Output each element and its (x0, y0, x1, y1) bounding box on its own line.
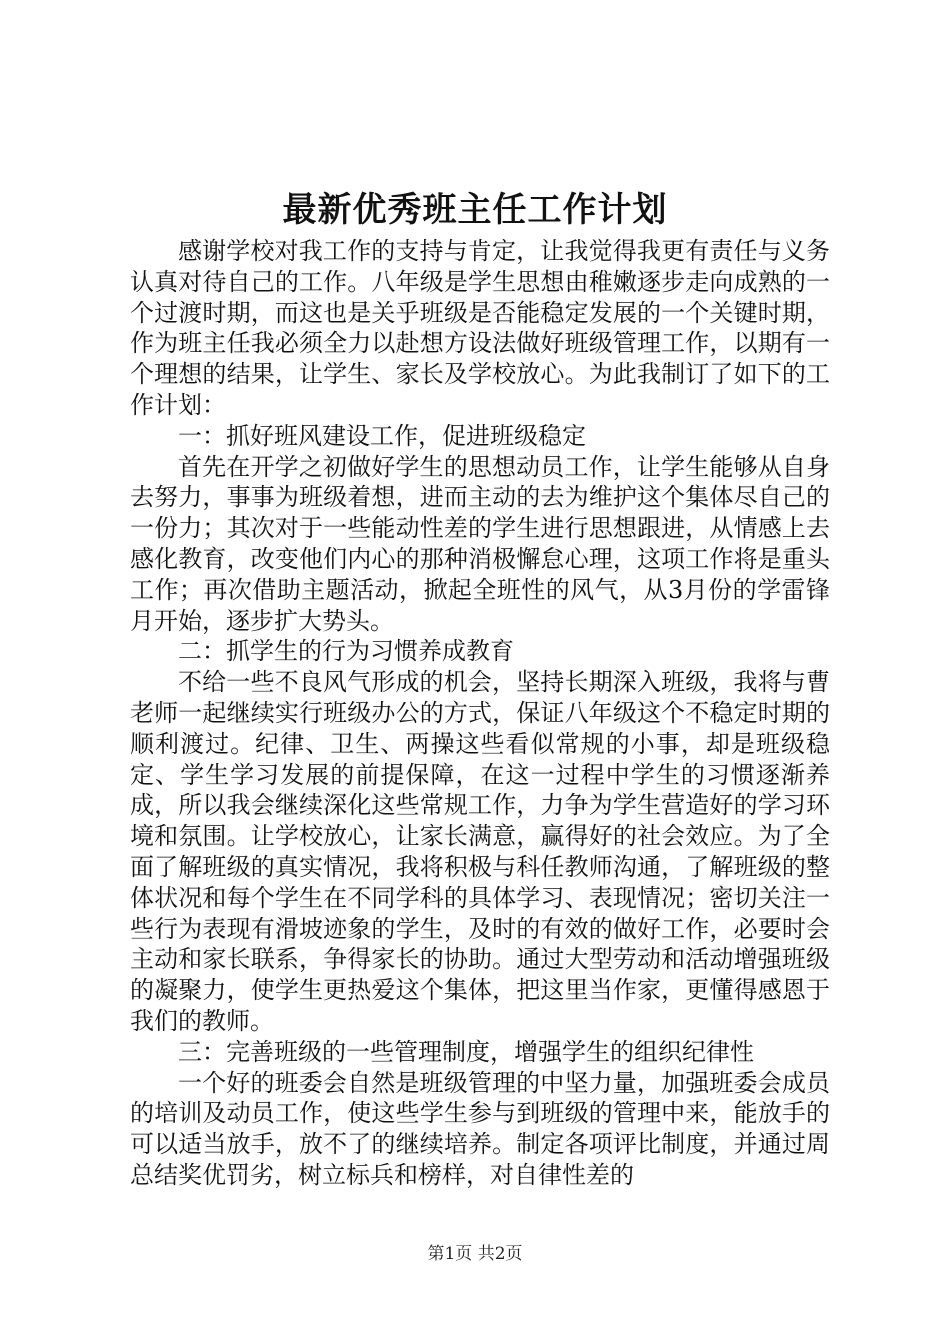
document-body (130, 236, 830, 1191)
document-title: 最新优秀班主任工作计划 (282, 190, 668, 230)
paragraph-section-2: 不给一些不良风气形成的机会，坚持长期深入班级，我将与曹老师一起继续实行班级办公的方式，保证八年级这个不稳定时期的顺利渡过。纪律、卫生、两操这些看似常规的小事，却是班级稳定、学生学习发展的前提保障，在这一过程中学生的习惯逐渐养成，所以我会继续深化这些常规工作，力争为学生营造好的学习环境和氛围。让学校放心，让家长满意，赢得好的社会效应。为了全面了解班级的真实情况，我将积极与科任教师沟通，了解班级的整体状况和每个学生在不同学科的具体学习、表现情况；密切关注一些行为表现有滑坡迹象的学生，及时的有效的做好工作，必要时会主动和家长联系，争得家长的协助。通过大型劳动和活动增强班级的凝聚力，使学生更热爱这个集体，把这里当作家，更懂得感恩于我们的教师。 (130, 668, 830, 1035)
page-number-footer: 第1页 共2页 (427, 1244, 523, 1264)
section-heading-3: 三：完善班级的一些管理制度，增强学生的组织纪律性 (178, 1037, 754, 1066)
section-heading-1: 一：抓好班风建设工作，促进班级稳定 (178, 421, 586, 450)
paragraph-intro: 感谢学校对我工作的支持与肯定，让我觉得我更有责任与义务认真对待自己的工作。八年级是学生思想由稚嫩逐步走向成熟的一个过渡时期，而这也是关乎班级是否能稳定发展的一个关键时期，作为班主任我必须全力以赴想方设法做好班级管理工作，以期有一个理想的结果，让学生、家长及学校放心。为此我制订了如下的工作计划： (130, 237, 830, 419)
paragraph-section-3: 一个好的班委会自然是班级管理的中坚力量，加强班委会成员的培训及动员工作，使这些学生参与到班级的管理中来，能放手的可以适当放手，放不了的继续培养。制定各项评比制度，并通过周总结奖优罚劣，树立标兵和榜样，对自律性差的 (130, 1068, 830, 1189)
paragraph-section-1: 首先在开学之初做好学生的思想动员工作，让学生能够从自身去努力，事事为班级着想，进而主动的去为维护这个集体尽自己的一份力；其次对于一些能动性差的学生进行思想跟进，从情感上去感化教育，改变他们内心的那种消极懈怠心理，这项工作将是重头工作；再次借助主题活动，掀起全班性的风气，从3月份的学雷锋月开始，逐步扩大势头。 (130, 452, 830, 635)
section-heading-2: 二：抓学生的行为习惯养成教育 (178, 637, 514, 666)
